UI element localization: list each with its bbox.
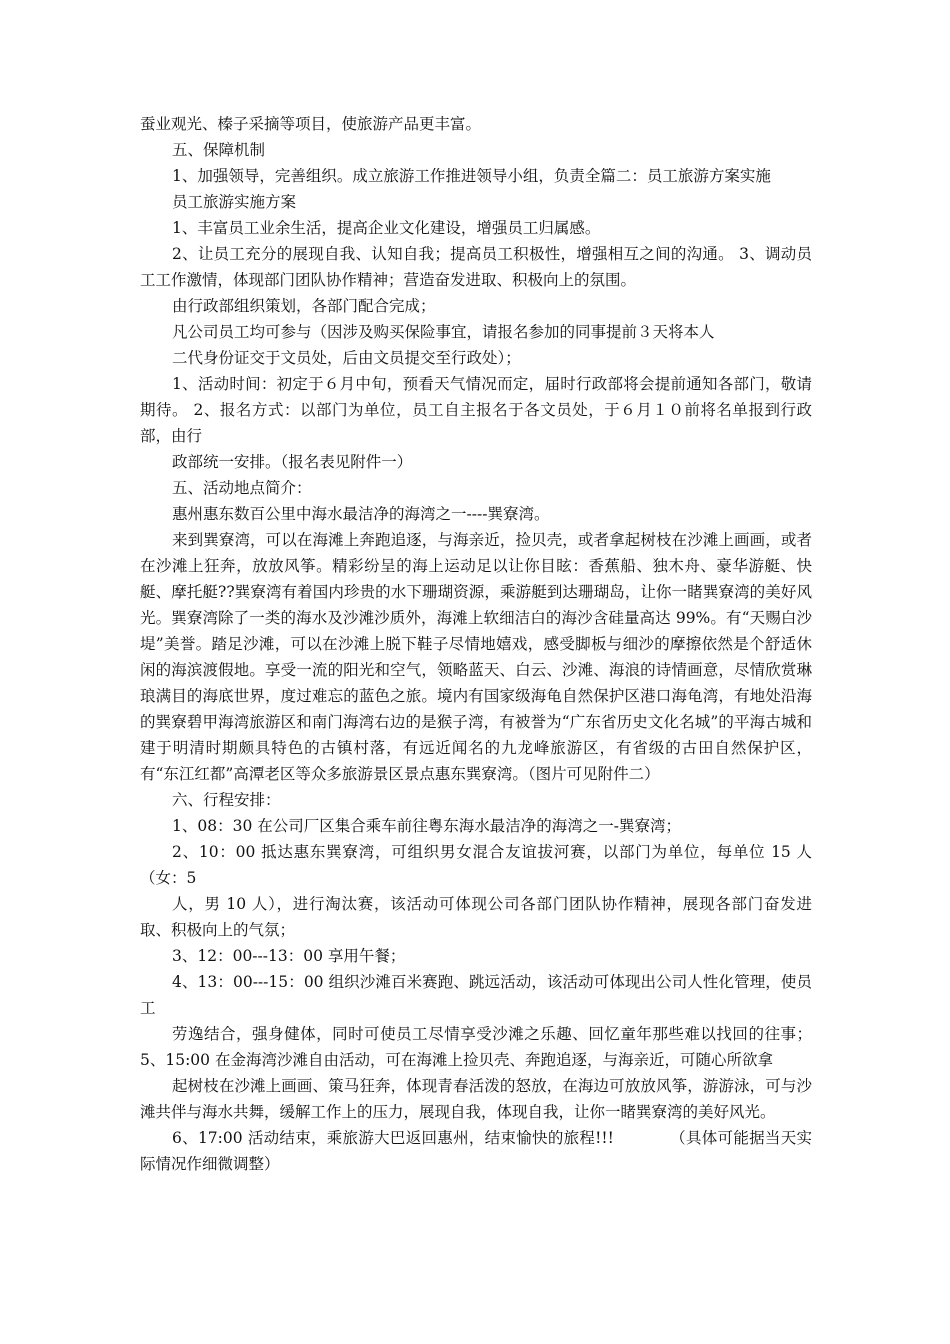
itinerary-item-1: 1、08：30 在公司厂区集合乘车前往粤东海水最洁净的海湾之一-巽寮湾； xyxy=(172,817,681,835)
paragraph-purpose-2: 2、让员工充分的展现自我、认知自我；提高员工积极性，增强相互之间的沟通。 3、调动员工工作激情，体现部门团队协作精神；营造奋发进取、积极向上的氛围。 xyxy=(140,245,812,289)
adjustment-note: （具体可能据当天实际情况作细微调整） xyxy=(140,1129,812,1173)
paragraph-leadership: 1、加强领导，完善组织。成立旅游工作推进领导小组，负责全篇二：员工旅游方案实施 xyxy=(172,167,771,185)
heading-guarantee-mechanism: 五、保障机制 xyxy=(172,141,266,159)
paragraph-purpose-1: 1、丰富员工业余生活，提高企业文化建设，增强员工归属感。 xyxy=(172,219,601,237)
itinerary-item-5-cont: 起树枝在沙滩上画画、策马狂奔，体现青春活泼的怒放，在海边可放放风筝，游游泳，可与沙滩共伴与海水共舞，缓解工作上的压力，展现自我，体现自我，让你一睹巽寮湾的美好风光。 xyxy=(140,1077,812,1121)
paragraph-registration-form: 政部统一安排。（报名表见附件一） xyxy=(172,453,413,471)
itinerary-item-2: 2、10：00 抵达惠东巽寮湾，可组织男女混合友谊拔河赛，以部门为单位，每单位 15 人（女：5 xyxy=(140,843,812,887)
paragraph-activity-time: 1、活动时间：初定于６月中旬，预看天气情况而定，届时行政部将会提前通知各部门，敬请期待。 2、报名方式：以部门为单位，员工自主报名于各文员处，于６月１０前将名单报到行政部，由行 xyxy=(140,375,812,445)
itinerary-item-4-cont: 劳逸结合，强身健体，同时可使员工尽情享受沙滩之乐趣、回忆童年那些难以找回的往事； 5、15:00 在金海湾沙滩自由活动，可在海滩上捡贝壳、奔跑追逐，与海亲近，可随心所欲拿 xyxy=(140,1025,812,1069)
itinerary-item-2-cont: 人，男 10 人），进行淘汰赛，该活动可体现公司各部门团队协作精神，展现各部门奋发进取、积极向上的气氛； xyxy=(140,895,812,939)
heading-location-intro: 五、活动地点简介： xyxy=(172,479,312,497)
paragraph-id-card: 二代身份证交于文员处，后由文员提交至行政处）； xyxy=(172,349,521,367)
paragraph-location-detail: 来到巽寮湾，可以在海滩上奔跑追逐，与海亲近，捡贝壳，或者拿起树枝在沙滩上画画，或者在沙滩上狂奔，放放风筝。精彩纷呈的海上运动足以让你目眩：香蕉船、独木舟、豪华游艇、快艇、摩托艇??巽寮湾有着国内珍贵的水下珊瑚资源，乘游艇到达珊瑚岛，让你一睹巽寮湾的美好风光。巽寮湾除了一类的海水及沙滩沙质外，海滩上软细洁白的海沙含硅量高达 99%。有“天赐白沙堤”美誉。踏足沙滩，可以在沙滩上脱下鞋子尽情地嬉戏，感受脚板与细沙的摩擦依然是个舒适休闲的海滨渡假地。享受一流的阳光和空气，领略蓝天、白云、沙滩、海浪的诗情画意，尽情欣赏琳琅满目的海底世界，度过难忘的蓝色之旅。境内有国家级海龟自然保护区港口海龟湾，有地处沿海的巽寮碧甲海湾旅游区和南门海湾右边的是猴子湾，有被誉为“广东省历史文化名城”的平海古城和建于明清时期颇具特色的古镇村落，有远近闻名的九龙峰旅游区，有省级的古田自然保护区，有“东江红都”高潭老区等众多旅游景区景点惠东巽寮湾。（图片可见附件二） xyxy=(140,531,812,783)
heading-employee-travel-plan: 员工旅游实施方案 xyxy=(172,193,297,211)
paragraph-location-summary: 惠州惠东数百公里中海水最洁净的海湾之一----巽寮湾。 xyxy=(172,505,550,523)
itinerary-item-6 xyxy=(140,1125,812,1177)
itinerary-item-6-text: 6、17:00 活动结束，乘旅游大巴返回惠州，结束愉快的旅程!!! xyxy=(172,1129,614,1147)
paragraph-organizer: 由行政部组织策划，各部门配合完成； xyxy=(172,297,436,315)
itinerary-item-4: 4、13：00---15：00 组织沙滩百米赛跑、跳远活动，该活动可体现出公司人性化管理，使员工 xyxy=(140,973,812,1017)
paragraph-participants: 凡公司员工均可参与（因涉及购买保险事宜，请报名参加的同事提前３天将本人 xyxy=(172,323,715,341)
paragraph-sericulture: 蚕业观光、榛子采摘等项目，使旅游产品更丰富。 xyxy=(140,115,482,133)
document-body xyxy=(140,111,812,1177)
itinerary-item-3: 3、12：00---13：00 享用午餐； xyxy=(172,947,406,965)
heading-itinerary: 六、行程安排： xyxy=(172,791,281,809)
